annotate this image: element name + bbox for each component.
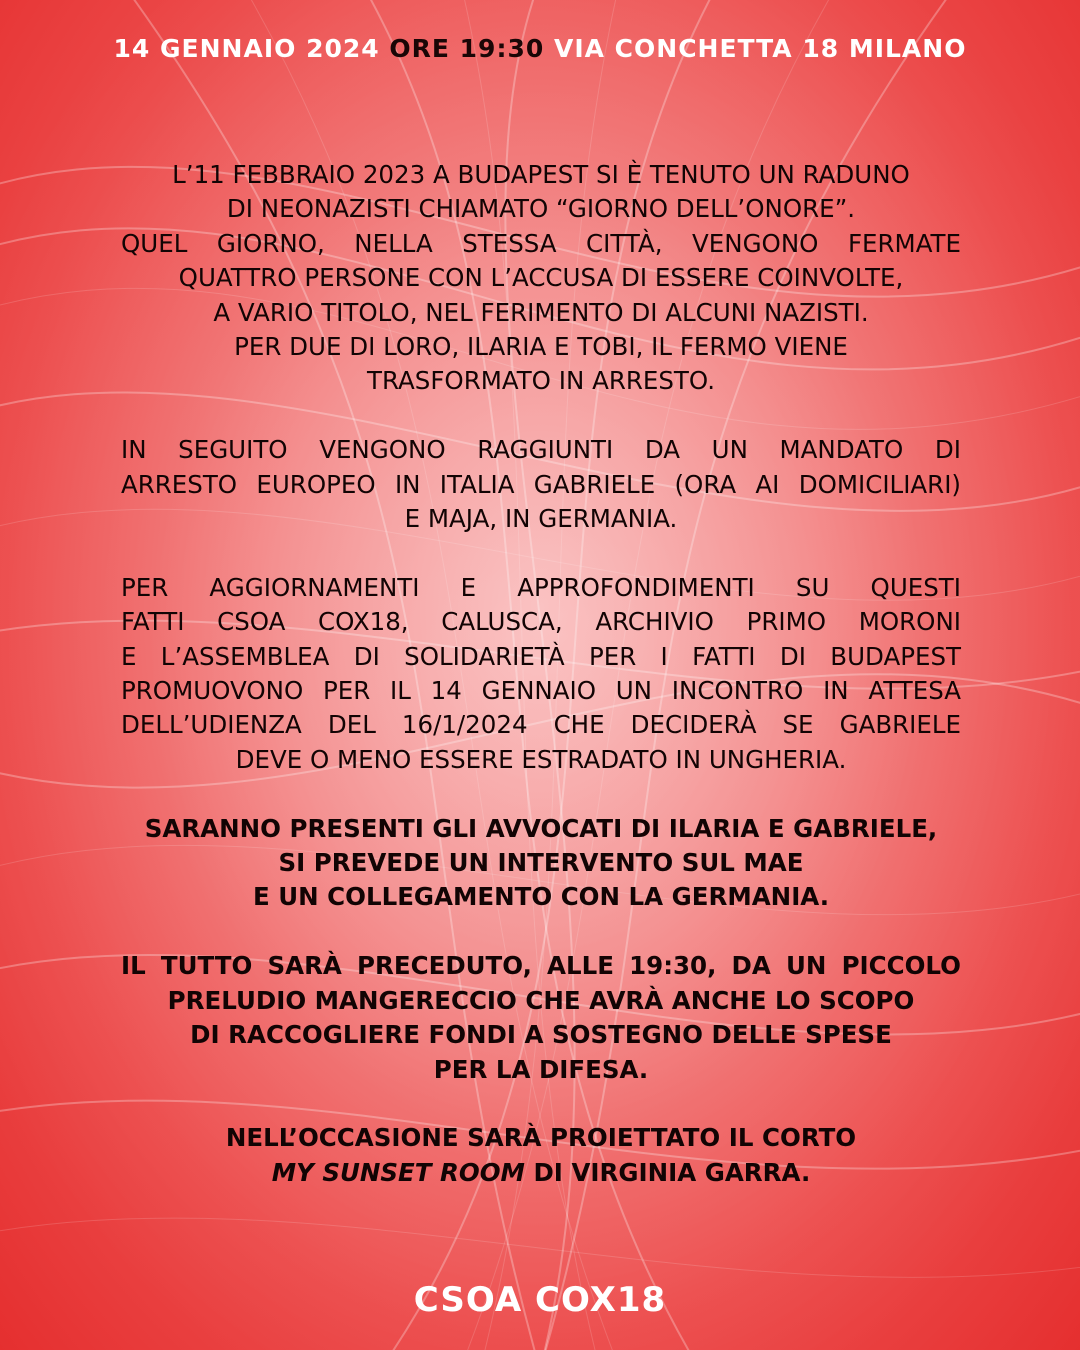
text-line: TRASFORMATO IN ARRESTO.: [367, 366, 715, 396]
event-date: 14 GENNAIO 2024: [113, 34, 380, 63]
paragraph-meeting-info: [121, 571, 961, 777]
text-line: PROMUOVONO PER IL 14 GENNAIO UN INCONTRO IN ATTESA: [121, 676, 961, 706]
text-line: A VARIO TITOLO, NEL FERIMENTO DI ALCUNI NAZISTI.: [213, 297, 869, 327]
text-line: DEVE O MENO ESSERE ESTRADATO IN UNGHERIA.: [235, 744, 847, 774]
poster-body: [121, 158, 961, 1225]
paragraph-speakers: [121, 812, 961, 915]
text-line: E UN COLLEGAMENTO CON LA GERMANIA.: [252, 882, 830, 912]
event-venue: VIA CONCHETTA 18 MILANO: [553, 34, 967, 63]
text-line: ARRESTO EUROPEO IN ITALIA GABRIELE (ORA AI DOMICILIARI): [121, 469, 961, 499]
text-line: DI RACCOGLIERE FONDI A SOSTEGNO DELLE SPESE: [190, 1020, 892, 1050]
text-line: PER AGGIORNAMENTI E APPROFONDIMENTI SU QUESTI: [121, 572, 961, 602]
text-line: E MAJA, IN GERMANIA.: [404, 504, 678, 534]
paragraph-budapest-rally: [121, 158, 961, 399]
text-line: PER LA DIFESA.: [433, 1054, 649, 1084]
text-line: PRELUDIO MANGERECCIO CHE AVRÀ ANCHE LO SCOPO: [167, 985, 915, 1015]
text-line: DELL’UDIENZA DEL 16/1/2024 CHE DECIDERÀ SE GABRIELE: [121, 710, 961, 740]
text-line: QUEL GIORNO, NELLA STESSA CITTÀ, VENGONO FERMATE: [121, 228, 961, 258]
text-line: L’11 FEBBRAIO 2023 A BUDAPEST SI È TENUTO UN RADUNO: [172, 160, 910, 189]
text-line: SARANNO PRESENTI GLI AVVOCATI DI ILARIA E GABRIELE,: [144, 813, 938, 843]
text-line: PER DUE DI LORO, ILARIA E TOBI, IL FERMO VIENE: [234, 332, 848, 362]
paragraph-screening: [121, 1121, 961, 1190]
paragraph-dinner: [121, 949, 961, 1087]
text-line: FATTI CSOA COX18, CALUSCA, ARCHIVIO PRIMO MORONI: [121, 607, 961, 637]
paragraph-arrest-warrant: [121, 433, 961, 536]
text-line: [121, 1156, 961, 1190]
text-line: IL TUTTO SARÀ PRECEDUTO, ALLE 19:30, DA UN PICCOLO: [121, 951, 961, 981]
event-header: [0, 34, 1080, 63]
text-line: SI PREVEDE UN INTERVENTO SUL MAE: [278, 848, 804, 878]
organizer-name: CSOA COX18: [413, 1280, 667, 1320]
text-line: DI NEONAZISTI CHIAMATO “GIORNO DELL’ONORE”.: [226, 194, 856, 224]
event-time: ORE 19:30: [389, 34, 545, 63]
text-line: IN SEGUITO VENGONO RAGGIUNTI DA UN MANDATO DI: [121, 435, 961, 465]
text-line: E L’ASSEMBLEA DI SOLIDARIETÀ PER I FATTI DI BUDAPEST: [121, 641, 961, 671]
film-title: MY SUNSET ROOM: [271, 1157, 525, 1187]
text-line: NELL’OCCASIONE SARÀ PROIETTATO IL CORTO: [225, 1123, 857, 1153]
text-line: QUATTRO PERSONE CON L’ACCUSA DI ESSERE COINVOLTE,: [178, 263, 904, 293]
film-director: DI VIRGINIA GARRA.: [524, 1157, 811, 1187]
